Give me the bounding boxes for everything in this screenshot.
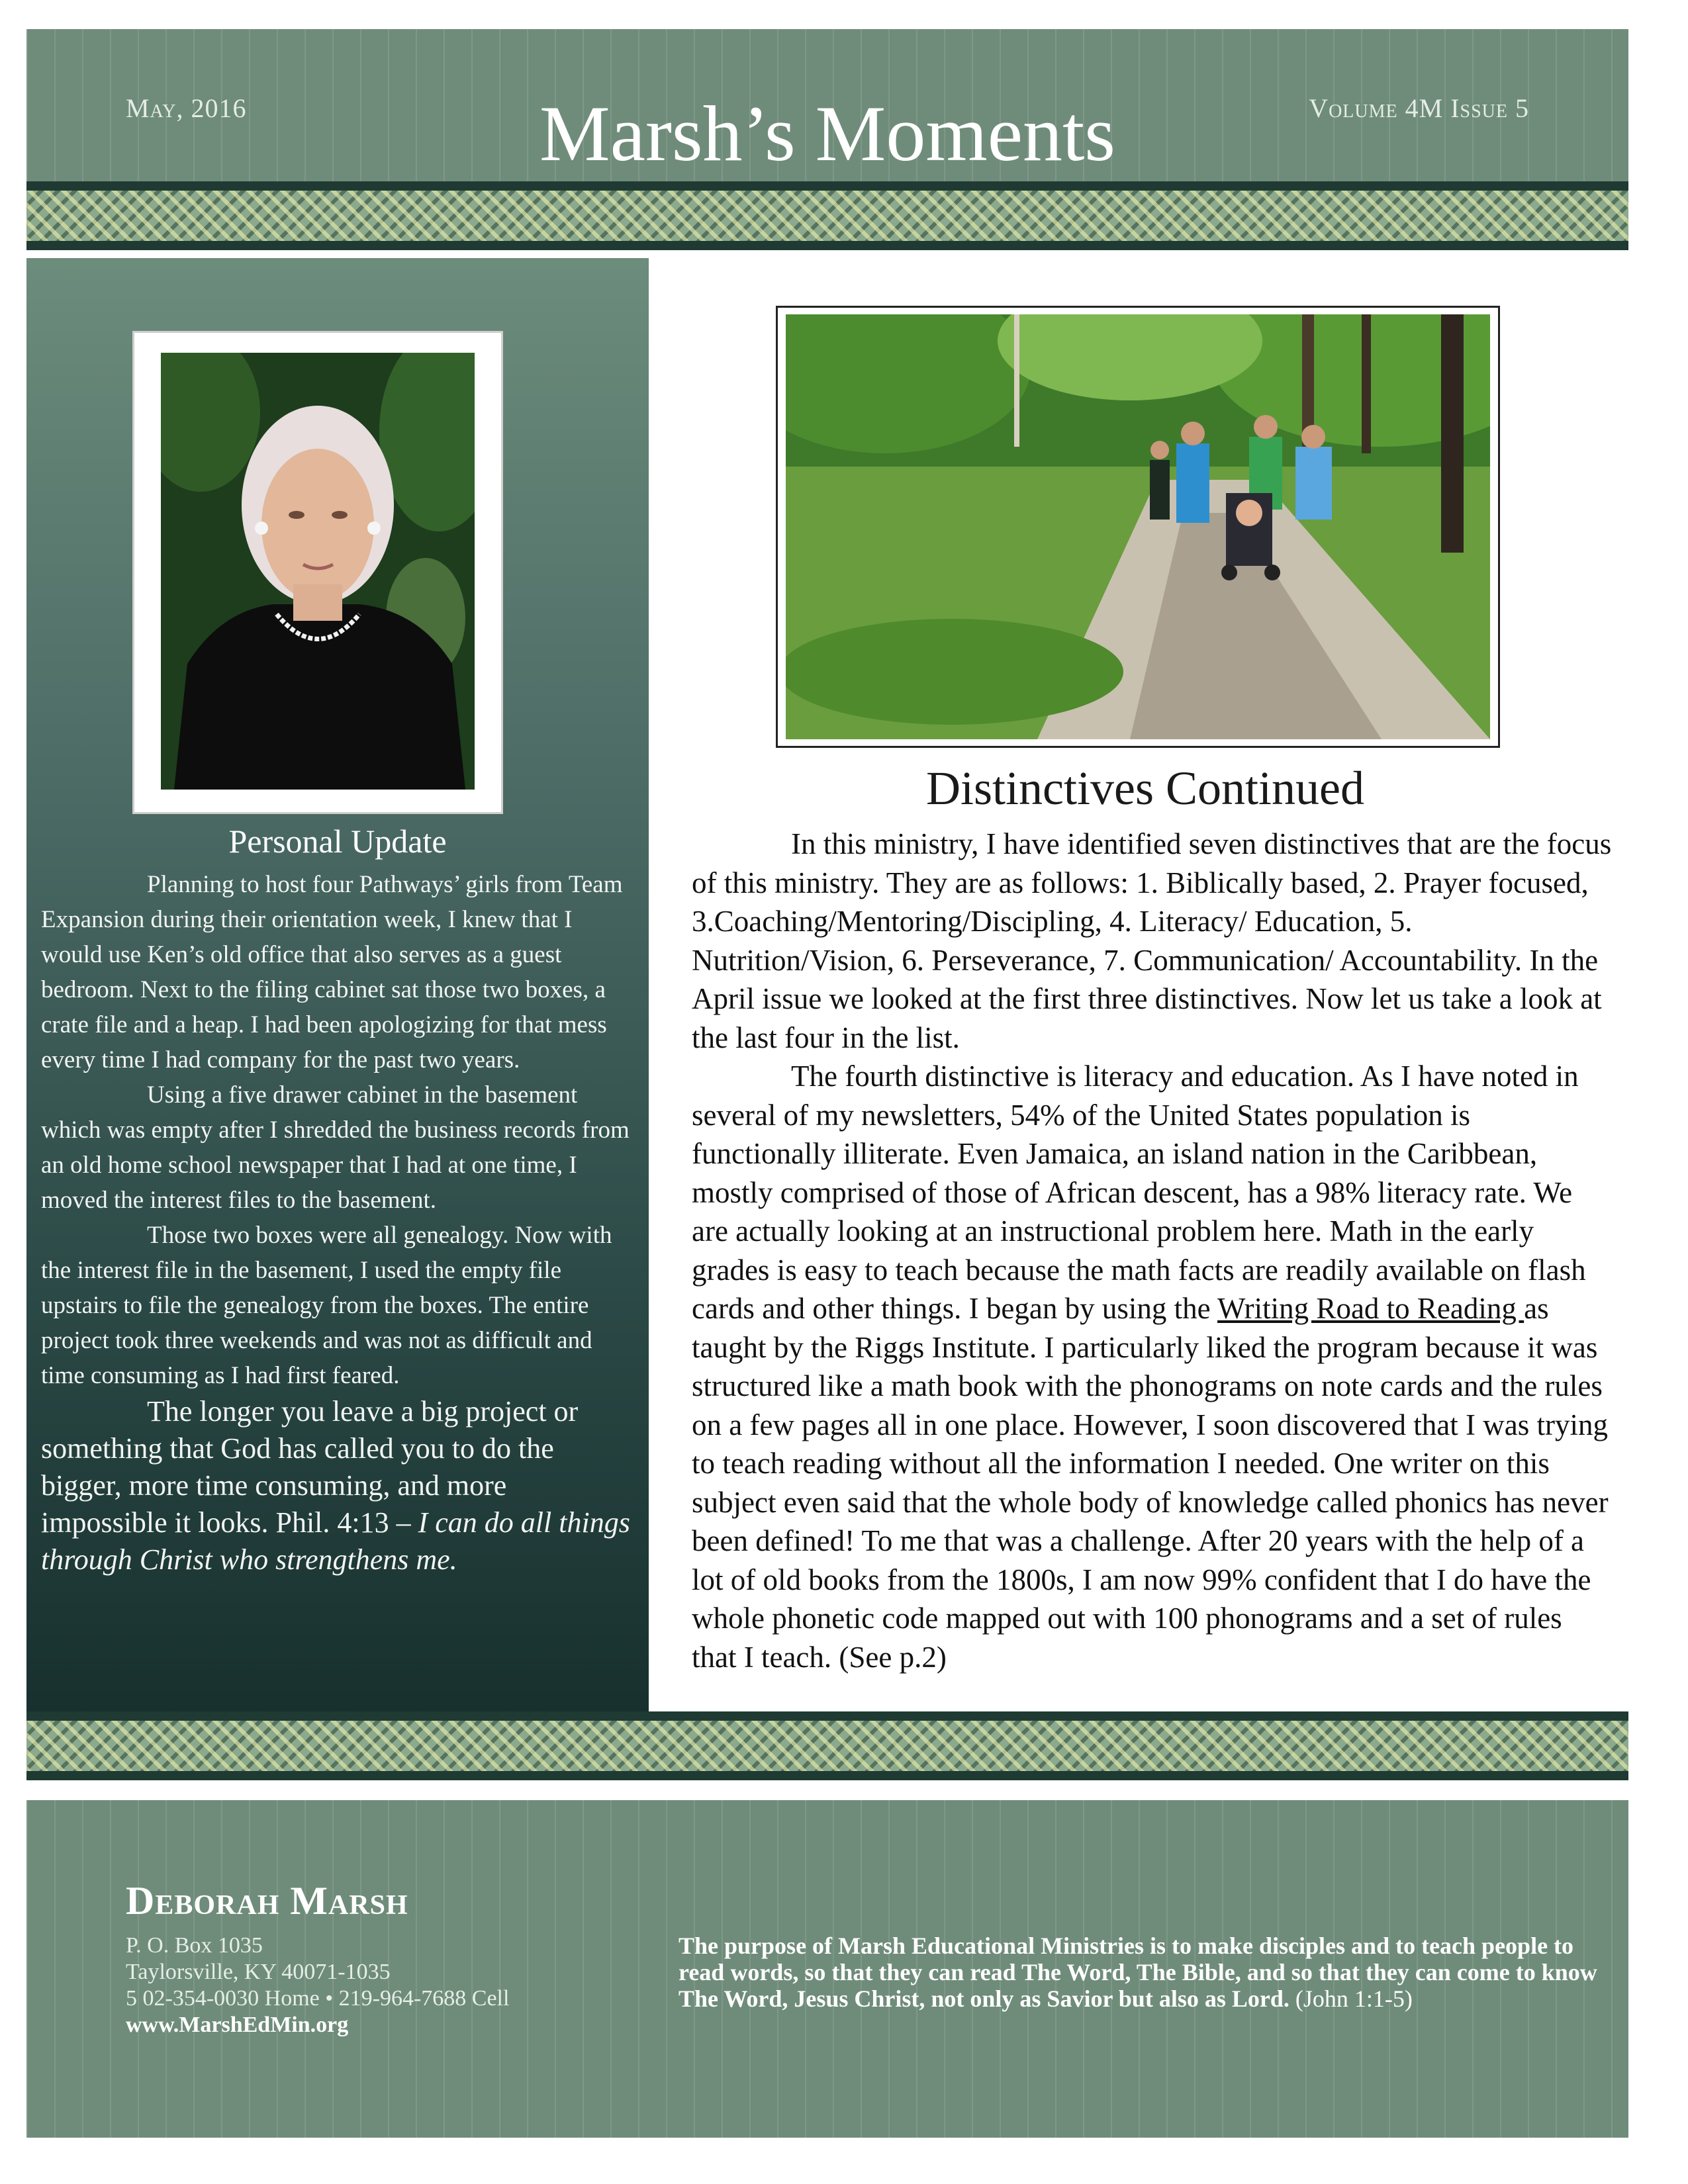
outdoor-illustration	[786, 314, 1490, 739]
website-link[interactable]: www.MarshEdMin.org	[126, 2013, 349, 2037]
portrait-frame	[132, 331, 503, 814]
sidebar-paragraph: Planning to host four Pathways’ girls from Team Expansion during their orientation week, I knew that I would use Ken’s old office that also serves as a guest bedroom. Next to the filing cabinet sat those two boxes, a crate file and a heap. I had been apologizing for that mess every time I had company for the past two years.	[41, 871, 623, 1073]
header-pattern-band	[26, 191, 1628, 241]
footer-pattern-band	[26, 1721, 1628, 1771]
address-line: Taylorsville, KY 40071-1035	[126, 1960, 391, 1984]
header-rule-lower	[26, 241, 1628, 250]
article-body	[692, 825, 1612, 1676]
scripture-quote: I can do all things through Christ who strengthens me.	[41, 1506, 630, 1576]
sidebar	[26, 258, 649, 1714]
portrait-photo	[161, 353, 475, 790]
phone-numbers: 5 02-354-0030 Home • 219-964-7688 Cell	[126, 1986, 510, 2011]
header-rule	[26, 181, 1628, 191]
footer	[26, 1800, 1628, 2138]
article-heading: Distinctives Continued	[926, 762, 1364, 815]
sidebar-paragraph: The longer you leave a big project or something that God has called you to do the bigger, more time consuming, and more	[41, 1395, 579, 1502]
mission-text: The purpose of Marsh Educational Ministries is to make disciples and to teach people to read words, so that they can read The Word, The Bible, and so that they can come to know The Word, Jesus Christ, not only as Savior but also as Lord.	[679, 1933, 1597, 2012]
footer-rule	[26, 1711, 1628, 1721]
closing-text: impossible it looks. Phil. 4:13 –	[41, 1506, 418, 1539]
mission-statement	[679, 1933, 1618, 2012]
walking-group-photo	[786, 314, 1490, 739]
sidebar-paragraph: Using a five drawer cabinet in the basement which was empty after I shredded the business records from an old home school newspaper that I had at one time, I moved the interest files to the basement.	[41, 1081, 630, 1214]
article-text: The fourth distinctive is literacy and education. As I have noted in several of my newsletters, 54% of the United States population is functionally illiterate. Even Jamaica, an island nation in the Caribbean, mostly comprised of those of African descent, has a 98% literacy rate. We are actually looking at an instructional problem here. Math in the early grades is easy to teach because the math facts are readily available on flash cards and other things. I began by using the	[692, 1060, 1586, 1325]
scripture-reference: (John 1:1-5)	[1295, 1985, 1413, 2012]
footer-rule-lower	[26, 1771, 1628, 1780]
sidebar-closing	[41, 1504, 637, 1578]
article-paragraph	[692, 1057, 1612, 1676]
newsletter-title: Marsh’s Moments	[539, 89, 1115, 177]
book-title: Writing Road to Reading	[1217, 1292, 1524, 1325]
issue-date: May, 2016	[126, 93, 247, 123]
issue-number: Volume 4M Issue 5	[1309, 93, 1529, 123]
personal-update-text	[41, 867, 637, 1578]
portrait-illustration	[161, 353, 475, 790]
address-line: P. O. Box 1035	[126, 1933, 263, 1958]
personal-update-heading: Personal Update	[228, 823, 447, 860]
article-text: as taught by the Riggs Institute. I particularly liked the program because it was structured like a math book with the phonograms on note cards and the rules on a few pages all in one place. However, I soon discovered that I was trying to teach reading without all the information I needed. One writer on this subject even said that the whole body of knowledge called phonics has never been defined! To me that was a challenge. After 20 years with the help of a lot of old books from the 1800s, I am now 99% confident that I do have the whole phonetic code mapped out with 100 phonograms and a set of rules that I teach. (See p.2)	[692, 1292, 1609, 1674]
contact-block	[126, 1933, 509, 2038]
author-name: Deborah Marsh	[126, 1879, 408, 1923]
article-photo-frame	[776, 306, 1500, 748]
article-paragraph: In this ministry, I have identified seven distinctives that are the focus of this ministry. They are as follows: 1. Biblically based, 2. Prayer focused, 3.Coaching/Mentoring/Discipling, 4. Literacy/ Education, 5. Nutrition/Vision, 6. Perseverance, 7. Communication/ Accountability. In the April issue we looked at the first three distinctives. Now let us take a look at the last four in the list.	[692, 827, 1612, 1054]
masthead	[26, 29, 1628, 181]
sidebar-paragraph: Those two boxes were all genealogy. Now with the interest file in the basement, I used the empty file upstairs to file the genealogy from the boxes. The entire project took three weekends and was not as difficult and time consuming as I had first feared.	[41, 1222, 612, 1389]
